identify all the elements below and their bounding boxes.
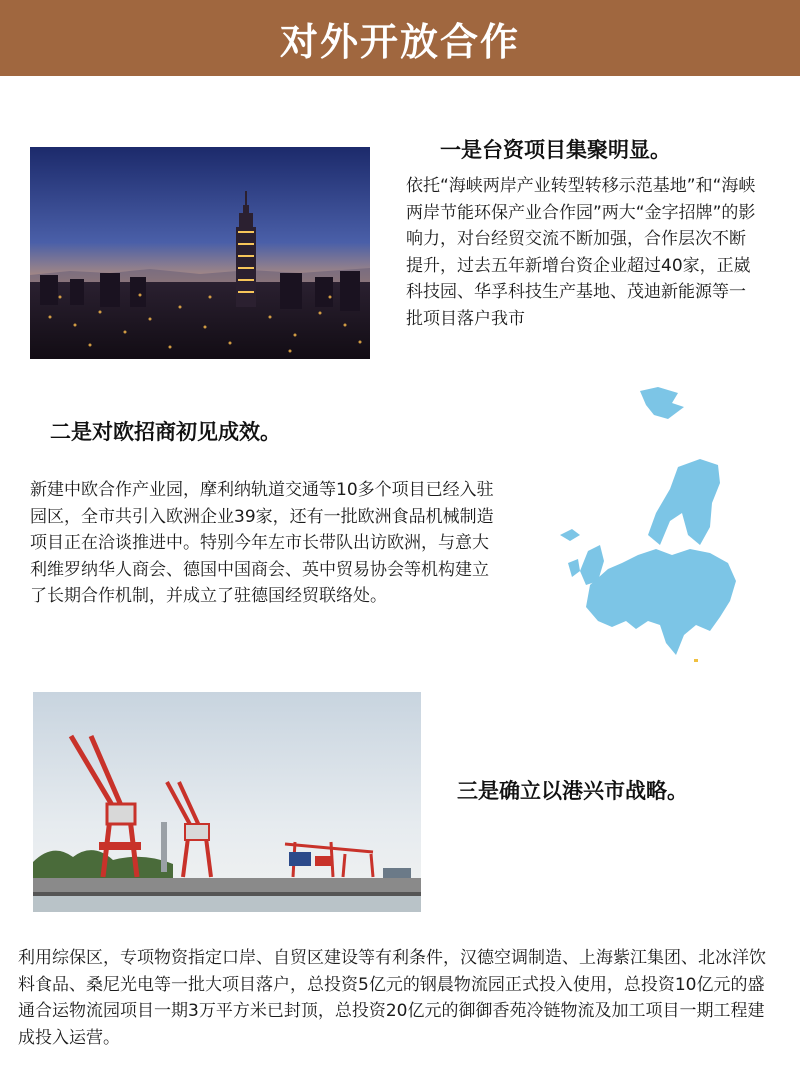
port-cranes-photo xyxy=(33,692,421,912)
section-2-body: 新建中欧合作产业园，摩利纳轨道交通等10多个项目已经入驻园区，全市共引入欧洲企业39家，还有一批欧洲食品机械制造项目正在洽谈推进中。特别今年左市长带队出访欧洲，与意大利维罗纳华人商会、德国中国商会、英中贸易协会等机构建立了长期合作机制，并成立了驻德国经贸联络处。 xyxy=(30,480,494,606)
section-3-heading: 三是确立以港兴市战略。 xyxy=(457,779,688,803)
europe-map xyxy=(560,385,740,665)
section-3-body: 利用综保区，专项物资指定口岸、自贸区建设等有利条件，汉德空调制造、上海紫江集团、北冰洋饮料食品、桑尼光电等一批大项目落户，总投资5亿元的钢晨物流园正式投入使用，总投资10亿元的盛通合运物流园项目一期3万平方米已封顶，总投资20亿元的御御香苑冷链物流及加工项目一期工程建成投入运营。 xyxy=(18,948,766,1048)
title-banner xyxy=(0,0,800,76)
section-1-heading: 一是台资项目集聚明显。 xyxy=(440,138,671,162)
section-2-heading: 二是对欧招商初见成效。 xyxy=(50,420,281,444)
section-1-body: 依托“海峡两岸产业转型转移示范基地”和“海峡两岸节能环保产业合作园”两大“金字招牌”的影响力，对台经贸交流不断加强，合作层次不断提升，过去五年新增台资企业超过40家，正崴科技园、华孚科技生产基地、茂迪新能源等一批项目落户我市 xyxy=(406,176,756,329)
page-title: 对外开放合作 xyxy=(279,19,520,64)
taipei-skyline-photo xyxy=(30,147,370,359)
